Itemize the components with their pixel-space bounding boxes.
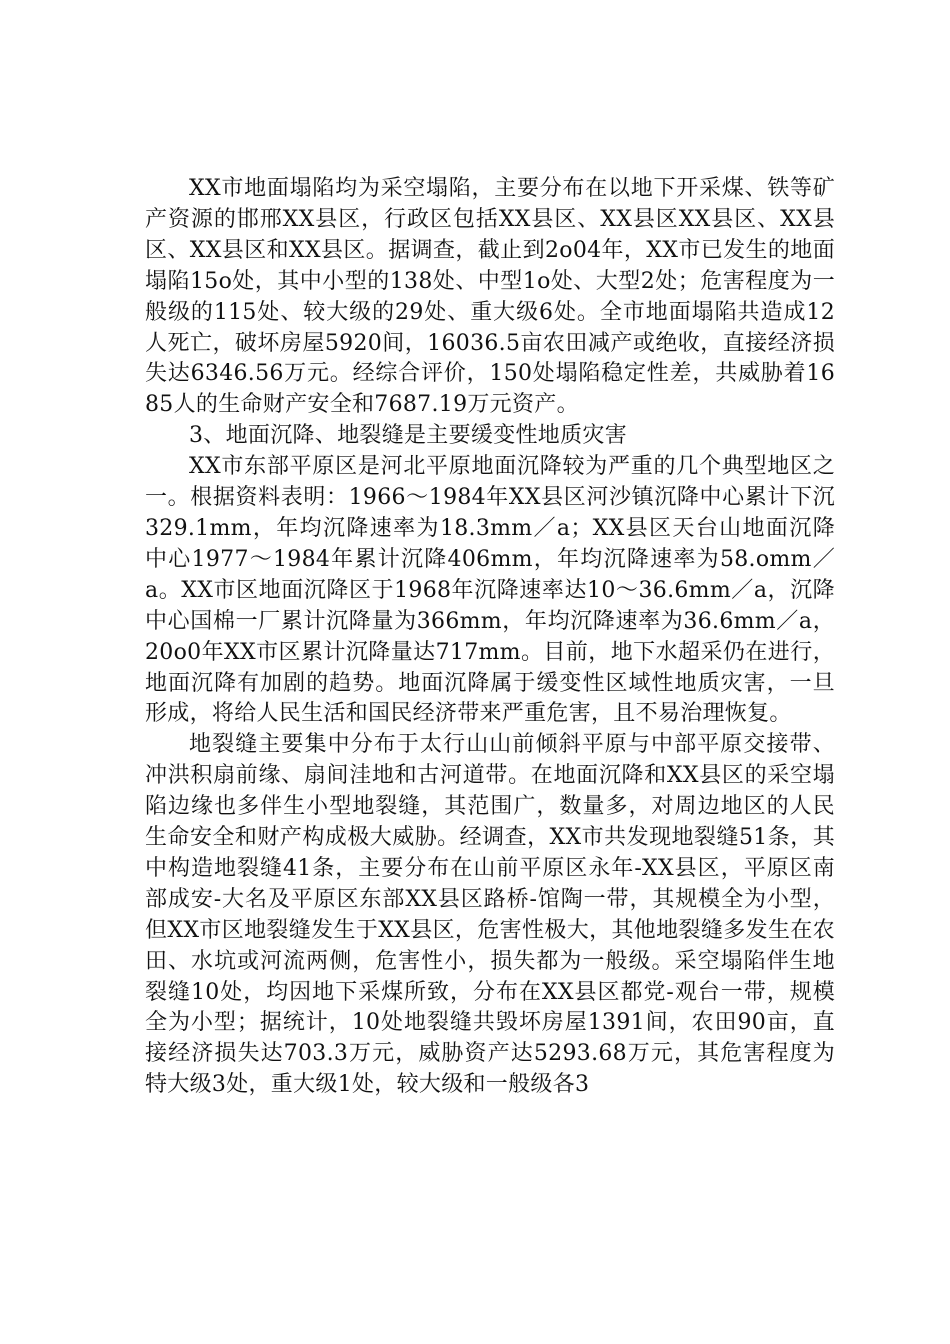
document-body (145, 174, 835, 1101)
section-heading-land-subsidence: 3、地面沉降、地裂缝是主要缓变性地质灾害 (189, 423, 627, 449)
paragraph-land-subsidence: XX市东部平原区是河北平原地面沉降较为严重的几个典型地区之一。根据资料表明：1966～1984年XX县区河沙镇沉降中心累计下沉329.1mm，年均沉降速率为18.3mm／a；XX县区天台山地面沉降中心1977～1984年累计沉降406mm，年均沉降速率为58.omm／a。XX市区地面沉降区于1968年沉降速率达10～36.6mm／a，沉降中心国棉一厂累计沉降量为366mm，年均沉降速率为36.6mm／a，20o0年XX市区累计沉降量达717mm。目前，地下水超采仍在进行，地面沉降有加剧的趋势。地面沉降属于缓变性区域性地质灾害，一旦形成，将给人民生活和国民经济带来严重危害，且不易治理恢复。 (145, 454, 835, 727)
paragraph-mining-subsidence: XX市地面塌陷均为采空塌陷，主要分布在以地下开采煤、铁等矿产资源的邯邢XX县区，行政区包括XX县区、XX县区XX县区、XX县区、XX县区和XX县区。据调查，截止到2o04年，XX市已发生的地面塌陷15o处，其中小型的138处、中型1o处、大型2处；危害程度为一般级的115处、较大级的29处、重大级6处。全市地面塌陷共造成12人死亡，破坏房屋5920间，16036.5亩农田减产或绝收，直接经济损失达6346.56万元。经综合评价，150处塌陷稳定性差，共威胁着1685人的生命财产安全和7687.19万元资产。 (145, 176, 835, 418)
paragraph-ground-fissures: 地裂缝主要集中分布于太行山山前倾斜平原与中部平原交接带、冲洪积扇前缘、扇间洼地和古河道带。在地面沉降和XX县区的采空塌陷边缘也多伴生小型地裂缝，其范围广，数量多，对周边地区的人民生命安全和财产构成极大威胁。经调查，XX市共发现地裂缝51条，其中构造地裂缝41条，主要分布在山前平原区永年-XX县区，平原区南部成安-大名及平原区东部XX县区路桥-馆陶一带，其规模全为小型，但XX市区地裂缝发生于XX县区，危害性极大，其他地裂缝多发生在农田、水坑或河流两侧，危害性小，损失都为一般级。采空塌陷伴生地裂缝10处，均因地下采煤所致，分布在XX县区都党-观台一带，规模全为小型；据统计，10处地裂缝共毁坏房屋1391间，农田90亩，直接经济损失达703.3万元，威胁资产达5293.68万元，其危害程度为特大级3处，重大级1处，较大级和一般级各3 (145, 732, 835, 1098)
